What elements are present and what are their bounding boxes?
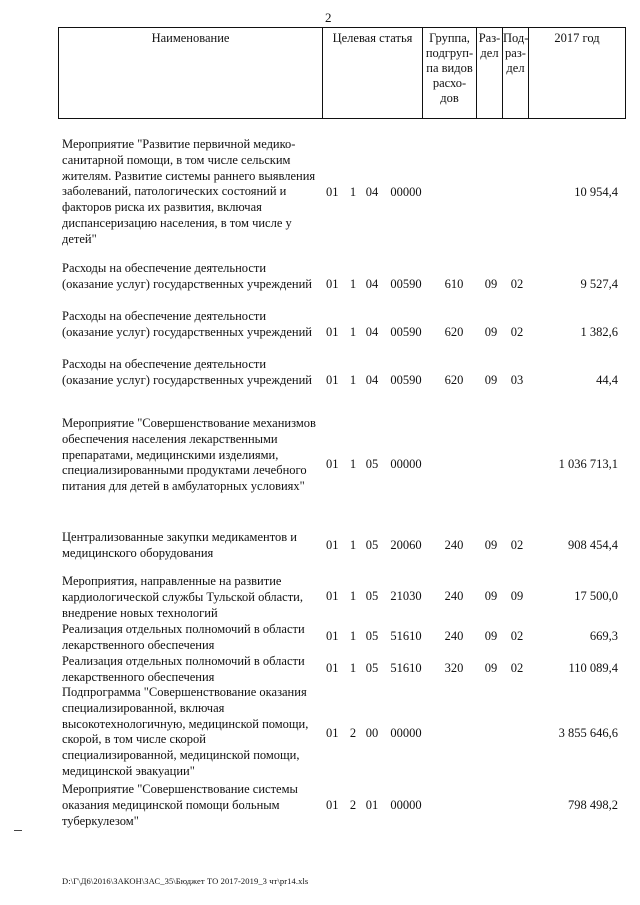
- header-podrazdel-line: раз-: [505, 46, 526, 60]
- measure-code: 04: [365, 373, 379, 387]
- row-name: Реализация отдельных полномочий в области лекарственного обеспечения: [62, 654, 305, 684]
- amount-2017: 17 500,0: [574, 589, 618, 603]
- row-name: Реализация отдельных полномочий в области лекарственного обеспечения: [62, 622, 305, 652]
- razdel: 09: [484, 325, 498, 339]
- podrazdel: 09: [510, 589, 524, 603]
- direction-code: 00000: [390, 726, 422, 740]
- subprogram-code: 2: [349, 726, 357, 740]
- amount-2017: 798 498,2: [568, 798, 618, 812]
- direction-code: 00590: [390, 277, 422, 291]
- direction-code: 51610: [390, 661, 422, 675]
- program-code: 01: [326, 538, 339, 552]
- header-target: Целевая статья: [323, 28, 423, 118]
- header-group-line: дов: [440, 91, 459, 105]
- direction-code: 00590: [390, 373, 422, 387]
- measure-code: 05: [365, 661, 379, 675]
- direction-code: 20060: [390, 538, 422, 552]
- subprogram-code: 1: [349, 373, 357, 387]
- header-razdel-line: Раз-: [478, 31, 501, 45]
- direction-code: 00000: [390, 185, 422, 199]
- program-code: 01: [326, 661, 339, 675]
- table-header: [58, 27, 626, 119]
- expense-group: 320: [444, 661, 464, 675]
- amount-2017: 1 036 713,1: [558, 457, 618, 471]
- razdel: 09: [484, 538, 498, 552]
- expense-group: 620: [444, 373, 464, 387]
- measure-code: 05: [365, 457, 379, 471]
- amount-2017: 669,3: [589, 629, 618, 643]
- header-name: Наименование: [59, 28, 323, 118]
- header-group-line: подгруп-: [425, 46, 474, 60]
- row-name: Мероприятие "Совершенствование системы оказания медицинской помощи больным туберкулезом": [62, 782, 298, 828]
- direction-code: 21030: [390, 589, 422, 603]
- amount-2017: 44,4: [596, 373, 618, 387]
- header-group: [423, 28, 477, 118]
- measure-code: 05: [365, 589, 379, 603]
- program-code: 01: [326, 185, 339, 199]
- measure-code: 04: [365, 185, 379, 199]
- program-code: 01: [326, 798, 339, 812]
- amount-2017: 1 382,6: [580, 325, 618, 339]
- program-code: 01: [326, 373, 339, 387]
- direction-code: 00000: [390, 457, 422, 471]
- razdel: 09: [484, 629, 498, 643]
- measure-code: 05: [365, 629, 379, 643]
- expense-group: 620: [444, 325, 464, 339]
- subprogram-code: 1: [349, 661, 357, 675]
- amount-2017: 3 855 646,6: [558, 726, 618, 740]
- program-code: 01: [326, 629, 339, 643]
- measure-code: 04: [365, 325, 379, 339]
- amount-2017: 110 089,4: [568, 661, 618, 675]
- subprogram-code: 1: [349, 629, 357, 643]
- podrazdel: 03: [510, 373, 524, 387]
- header-podrazdel: [503, 28, 529, 118]
- podrazdel: 02: [510, 661, 524, 675]
- podrazdel: 02: [510, 629, 524, 643]
- header-group-line: па видов: [426, 61, 473, 75]
- row-name: Расходы на обеспечение деятельности (оказание услуг) государственных учреждений: [62, 309, 312, 339]
- header-podrazdel-line: Под-: [503, 31, 529, 45]
- direction-code: 00000: [390, 798, 422, 812]
- amount-2017: 908 454,4: [568, 538, 618, 552]
- header-razdel-line: дел: [480, 46, 499, 60]
- program-code: 01: [326, 589, 339, 603]
- row-name: Расходы на обеспечение деятельности (оказание услуг) государственных учреждений: [62, 357, 312, 387]
- program-code: 01: [326, 457, 339, 471]
- row-name: Централизованные закупки медикаментов и медицинского оборудования: [62, 530, 297, 560]
- subprogram-code: 1: [349, 277, 357, 291]
- row-name: Мероприятия, направленные на развитие кардиологической службы Тульской области, внедрение новых технологий: [62, 574, 303, 620]
- row-name: Подпрограмма "Совершенствование оказания специализированной, включая высокотехнологичную, медицинской помощи, скорой, в том числе скорой специализированной, медицинской помощи, медицинской эвакуации": [62, 685, 309, 778]
- amount-2017: 10 954,4: [574, 185, 618, 199]
- header-razdel: [477, 28, 503, 118]
- measure-code: 04: [365, 277, 379, 291]
- direction-code: 00590: [390, 325, 422, 339]
- header-group-line: Группа,: [429, 31, 470, 45]
- expense-group: 240: [444, 589, 464, 603]
- podrazdel: 02: [510, 325, 524, 339]
- razdel: 09: [484, 373, 498, 387]
- row-name: Расходы на обеспечение деятельности (оказание услуг) государственных учреждений: [62, 261, 312, 291]
- direction-code: 51610: [390, 629, 422, 643]
- program-code: 01: [326, 277, 339, 291]
- row-name: Мероприятие "Совершенствование механизмов обеспечения населения лекарственными препаратами, медицинскими изделиями, специализированными продуктами лечебного питания для детей в амбулаторных условиях": [62, 416, 316, 494]
- razdel: 09: [484, 589, 498, 603]
- program-code: 01: [326, 325, 339, 339]
- page-number: 2: [325, 10, 332, 25]
- expense-group: 240: [444, 538, 464, 552]
- margin-mark: [14, 830, 22, 831]
- program-code: 01: [326, 726, 339, 740]
- subprogram-code: 1: [349, 185, 357, 199]
- file-path-footer: D:\Г\Д6\2016\ЗАКОН\ЗАС_35\Бюджет ТО 2017-2019_3 чт\pr14.xls: [62, 876, 309, 886]
- header-year: 2017 год: [554, 31, 600, 45]
- podrazdel: 02: [510, 277, 524, 291]
- measure-code: 05: [365, 538, 379, 552]
- expense-group: 240: [444, 629, 464, 643]
- subprogram-code: 1: [349, 589, 357, 603]
- row-name: Мероприятие "Развитие первичной медико-санитарной помощи, в том числе сельским жителям. Развитие системы раннего выявления заболеваний, патологических состояний и факторов риска их развития, включая диспансеризацию населения, в том числе у детей": [62, 137, 316, 246]
- amount-2017: 9 527,4: [580, 277, 618, 291]
- measure-code: 01: [365, 798, 379, 812]
- subprogram-code: 1: [349, 538, 357, 552]
- subprogram-code: 2: [349, 798, 357, 812]
- podrazdel: 02: [510, 538, 524, 552]
- subprogram-code: 1: [349, 325, 357, 339]
- expense-group: 610: [444, 277, 464, 291]
- measure-code: 00: [365, 726, 379, 740]
- header-podrazdel-line: дел: [506, 61, 525, 75]
- subprogram-code: 1: [349, 457, 357, 471]
- razdel: 09: [484, 277, 498, 291]
- header-group-line: расхо-: [432, 76, 467, 90]
- razdel: 09: [484, 661, 498, 675]
